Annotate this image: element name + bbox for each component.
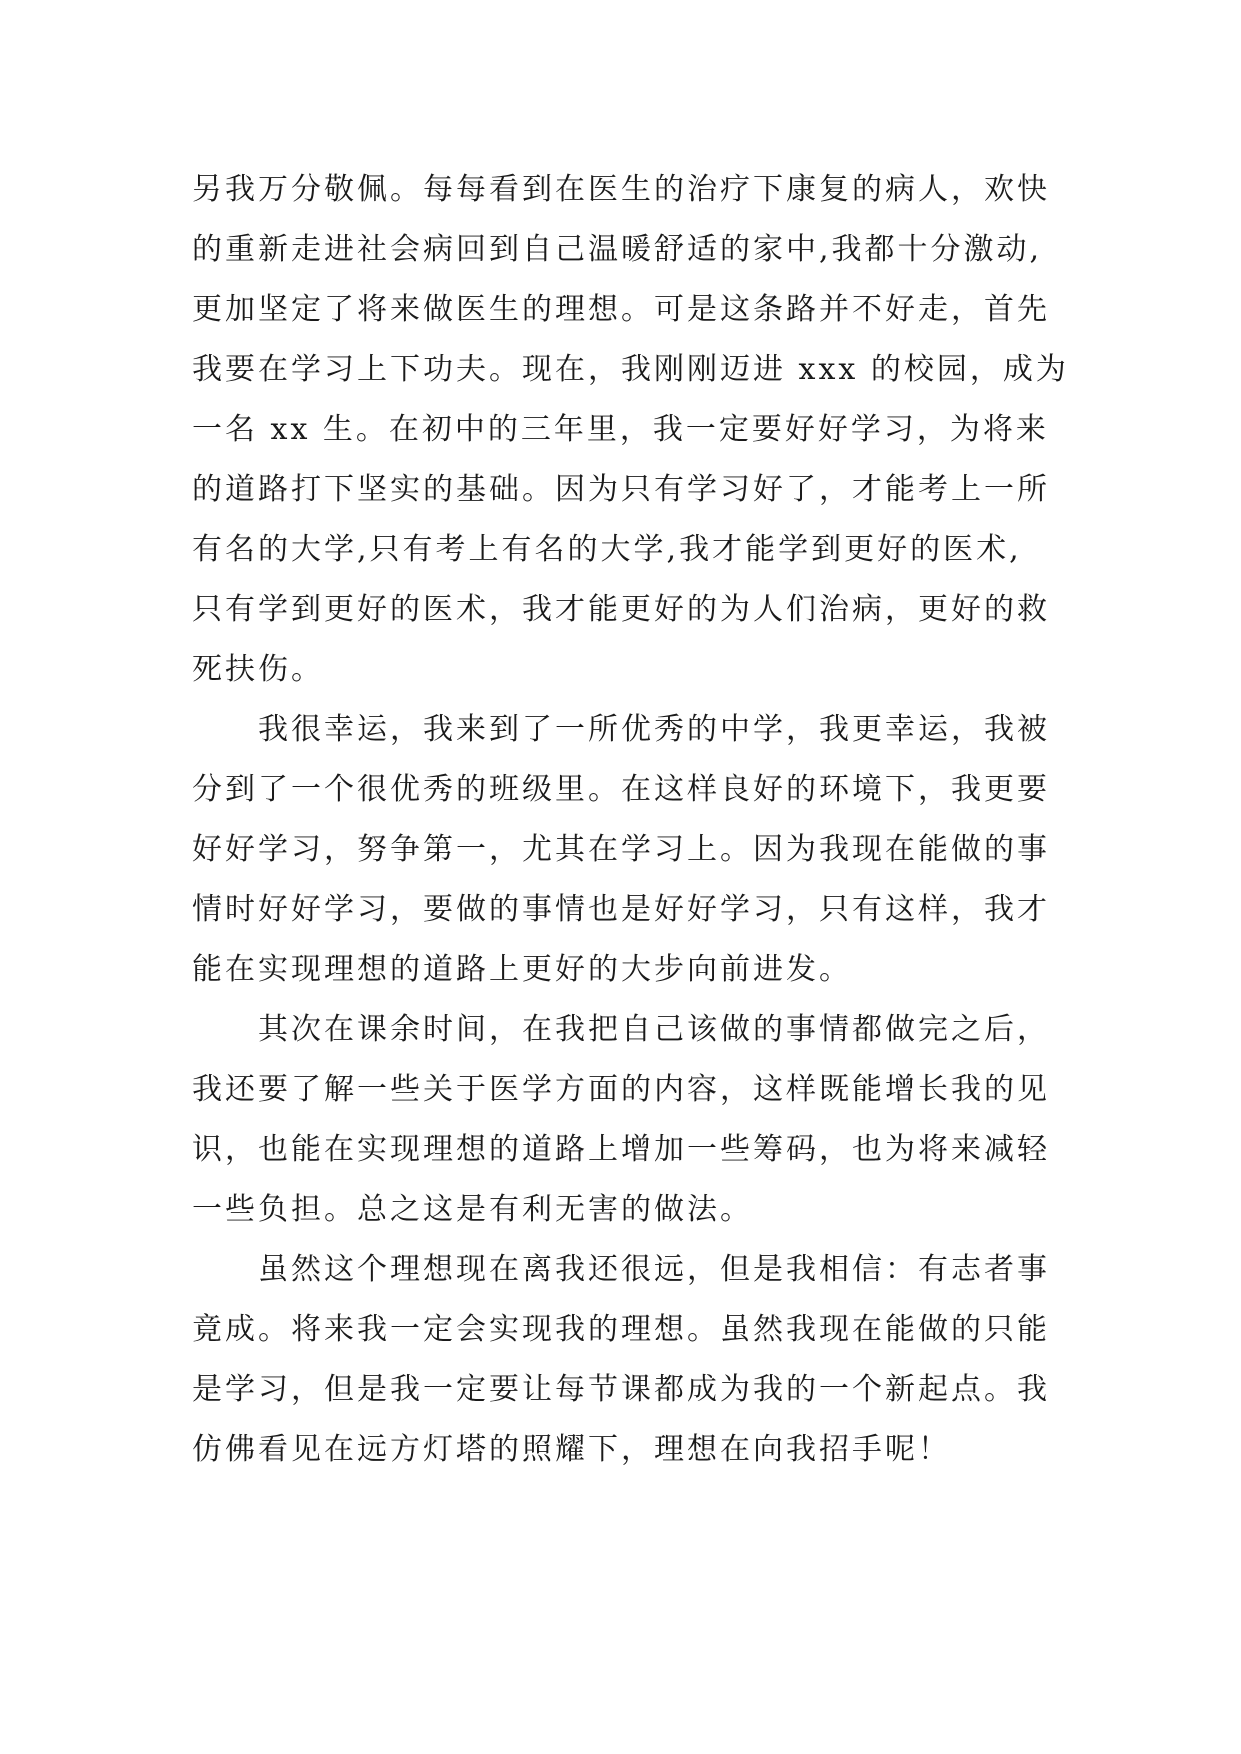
paragraph-start-line: 我很幸运，我来到了一所优秀的中学，我更幸运，我被 <box>258 712 1050 747</box>
text-line: 仿佛看见在远方灯塔的照耀下，理想在向我招手呢！ <box>192 1432 951 1467</box>
text-line: 一名 xx 生。在初中的三年里，我一定要好好学习，为将来 <box>192 412 1049 447</box>
body-text <box>192 160 1072 1480</box>
text-line: 只有学到更好的医术，我才能更好的为人们治病，更好的救 <box>192 592 1050 627</box>
text-line: 另我万分敬佩。每每看到在医生的治疗下康复的病人，欢快 <box>192 172 1050 207</box>
text-line: 好好学习，努争第一，尤其在学习上。因为我现在能做的事 <box>192 832 1050 867</box>
text-line: 识，也能在实现理想的道路上增加一些筹码，也为将来减轻 <box>192 1132 1050 1167</box>
text-line: 的重新走进社会病回到自己温暖舒适的家中,我都十分激动, <box>192 232 1043 267</box>
text-line: 竟成。将来我一定会实现我的理想。虽然我现在能做的只能 <box>192 1312 1050 1347</box>
text-line: 一些负担。总之这是有利无害的做法。 <box>192 1192 753 1227</box>
text-line: 的道路打下坚实的基础。因为只有学习好了，才能考上一所 <box>192 472 1050 507</box>
paragraph-start-line: 虽然这个理想现在离我还很远，但是我相信：有志者事 <box>258 1252 1050 1287</box>
text-line: 能在实现理想的道路上更好的大步向前进发。 <box>192 952 852 987</box>
text-line: 情时好好学习，要做的事情也是好好学习，只有这样，我才 <box>192 892 1050 927</box>
text-line: 有名的大学,只有考上有名的大学,我才能学到更好的医术, <box>192 532 1022 567</box>
text-line: 我还要了解一些关于医学方面的内容，这样既能增长我的见 <box>192 1072 1050 1107</box>
paragraph-start-line: 其次在课余时间，在我把自己该做的事情都做完之后， <box>258 1012 1050 1047</box>
text-line: 死扶伤。 <box>192 652 324 687</box>
text-line: 是学习，但是我一定要让每节课都成为我的一个新起点。我 <box>192 1372 1050 1407</box>
text-line: 分到了一个很优秀的班级里。在这样良好的环境下，我更要 <box>192 772 1050 807</box>
text-line: 更加坚定了将来做医生的理想。可是这条路并不好走，首先 <box>192 292 1050 327</box>
text-line: 我要在学习上下功夫。现在，我刚刚迈进 xxx 的校园，成为 <box>192 352 1069 387</box>
